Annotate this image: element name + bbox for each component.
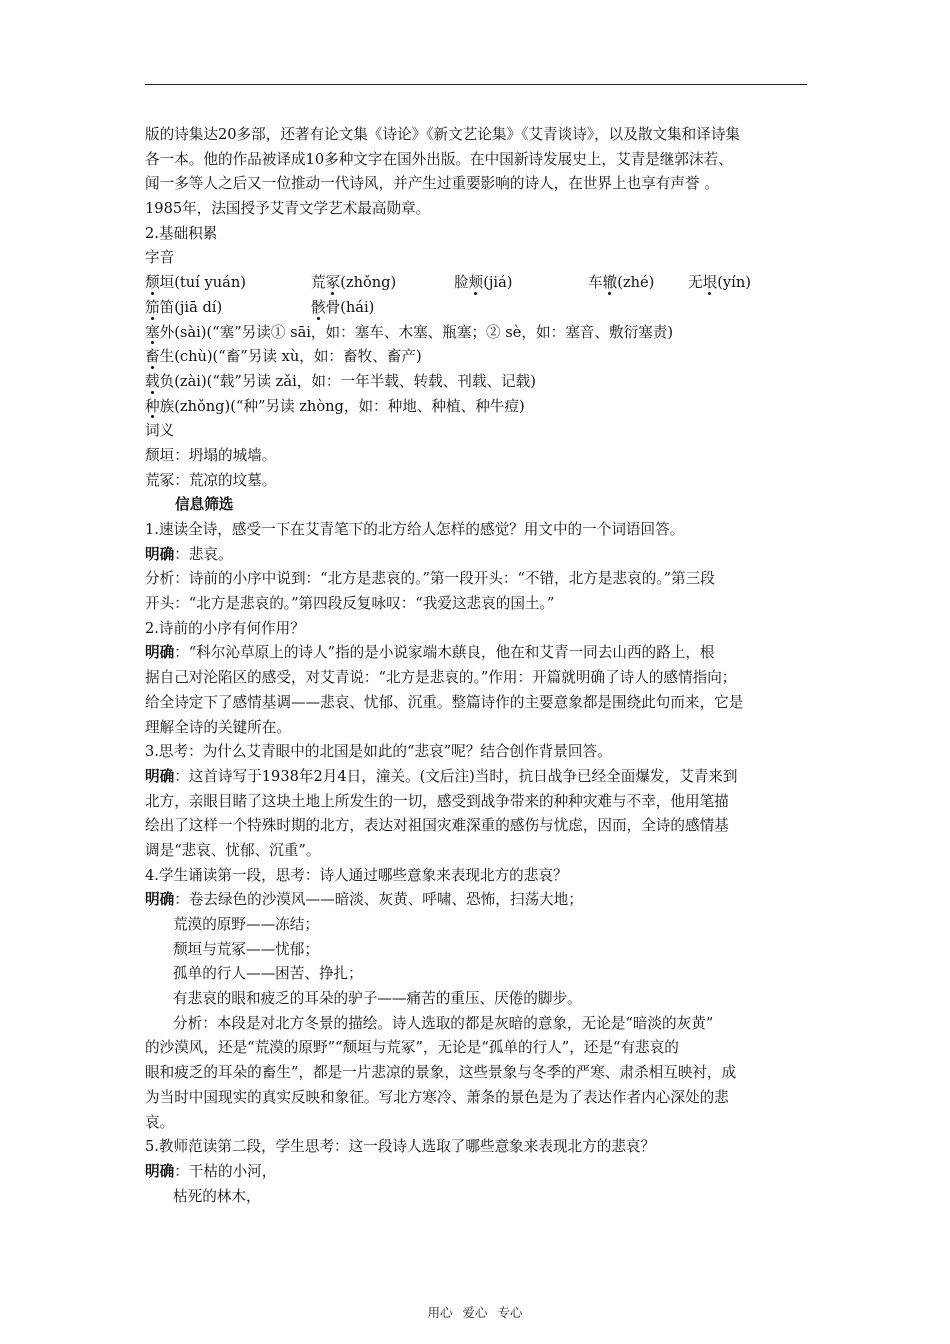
analysis-line: 为当时中国现实的真实反映和象征。写北方寒冷、萧条的景色是为了表达作者内心深处的悲 bbox=[145, 1088, 729, 1106]
image-line: 孤单的行人——困苦、挣扎； bbox=[173, 965, 363, 983]
answer-line: 绘出了这样一个特殊时期的北方，表达对祖国灾难深重的感伤与忧虑，因而，全诗的感情基 bbox=[145, 817, 729, 835]
vocab-item: 脸颊(jiá) bbox=[454, 271, 588, 296]
answer-label: 明确 bbox=[145, 1162, 175, 1180]
polyphone-line: 畜生(chù)(“畜”另读 xù，如：畜牧、畜产) bbox=[145, 345, 810, 370]
answer-line: 调是“悲哀、忧郁、沉重”。 bbox=[145, 841, 321, 859]
definition-line: 颓垣：坍塌的城墙。 bbox=[145, 446, 277, 464]
answer-line: 给全诗定下了感情基调——悲哀、忧郁、沉重。整篇诗作的主要意象都是围绕此句而来，它是 bbox=[145, 693, 744, 711]
subheading-ciyi: 词义 bbox=[145, 422, 175, 440]
paragraph-line: 版的诗集达20多部，还著有论文集《诗论》《新文艺论集》《艾青谈诗》，以及散文集和译诗集 bbox=[145, 126, 741, 143]
vocab-row bbox=[145, 271, 810, 296]
polyphone-line: 种族(zhǒng)(“种”另读 zhòng，如：种地、种植、种牛痘) bbox=[145, 395, 810, 420]
answer-label: 明确 bbox=[145, 545, 175, 563]
answer-line: 北方，亲眼目睹了这块土地上所发生的一切，感受到战争带来的种种灾难与不幸，他用笔描 bbox=[145, 792, 729, 810]
vocab-item: 颓垣(tuí yuán) bbox=[145, 271, 311, 296]
question-3: 3.思考：为什么艾青眼中的北国是如此的“悲哀”呢？结合创作背景回答。 bbox=[145, 743, 612, 761]
answer-3: 明确：这首诗写于1938年2月4日，潼关。(文后注)当时，抗日战争已经全面爆发，艾青来到 bbox=[145, 767, 738, 785]
image-line: 颓垣与荒冢——忧郁； bbox=[173, 940, 319, 958]
paragraph-line: 闻一多等人之后又一位推动一代诗风，并产生过重要影响的诗人，在世界上也享有声誉 。 bbox=[145, 175, 719, 193]
answer-label: 明确 bbox=[145, 644, 175, 662]
analysis-line: 开头：“北方是悲哀的。”第四段反复咏叹：“我爱这悲哀的国土。” bbox=[145, 595, 555, 613]
vocab-item: 骸骨(hái) bbox=[311, 296, 374, 321]
section-heading: 2.基础积累 bbox=[145, 224, 218, 242]
answer-4: 明确：卷去绿色的沙漠风——暗淡、灰黄、呼啸、恐怖，扫荡大地； bbox=[145, 891, 583, 909]
answer-label: 明确 bbox=[145, 891, 175, 909]
paragraph-line: 1985年，法国授予艾青文学艺术最高勋章。 bbox=[145, 200, 431, 218]
question-1: 1.速读全诗，感受一下在艾青笔下的北方给人怎样的感觉？用文中的一个词语回答。 bbox=[145, 521, 685, 538]
document-body bbox=[145, 123, 810, 1209]
image-line: 有悲哀的眼和疲乏的耳朵的驴子——痛苦的重压、厌倦的脚步。 bbox=[173, 990, 582, 1008]
question-2: 2.诗前的小序有何作用？ bbox=[145, 619, 305, 637]
answer-label: 明确 bbox=[145, 767, 175, 785]
vocab-item: 荒冢(zhǒng) bbox=[311, 271, 454, 296]
vocab-row bbox=[145, 296, 810, 321]
question-4: 4.学生诵读第一段，思考：诗人通过哪些意象来表现北方的悲哀？ bbox=[145, 866, 568, 884]
polyphone-line: 载负(zài)(“载”另读 zǎi，如：一年半载、转载、刊载、记载) bbox=[145, 370, 810, 395]
paragraph-line: 各一本。他的作品被译成10多种文字在国外出版。在中国新诗发展史上，艾青是继郭沫若、 bbox=[145, 150, 733, 168]
page-footer: 用心 爱心 专心 bbox=[427, 1305, 523, 1320]
vocab-item: 无垠(yín) bbox=[688, 271, 751, 296]
polyphone-line: 塞外(sài)(“塞”另读① sāi，如：塞车、木塞、瓶塞；② sè，如：塞音、敷衍塞责) bbox=[145, 321, 810, 346]
vocab-item: 笳笛(jiā dí) bbox=[145, 296, 311, 321]
image-line: 荒漠的原野——冻结； bbox=[173, 916, 319, 933]
question-5: 5.教师范读第二段，学生思考：这一段诗人选取了哪些意象来表现北方的悲哀？ bbox=[145, 1138, 656, 1156]
definition-line: 荒冢：荒凉的坟墓。 bbox=[145, 471, 277, 489]
answer-5: 明确：干枯的小河， bbox=[145, 1162, 277, 1180]
answer-2: 明确：“科尔沁草原上的诗人”指的是小说家端木蕻良，他在和艾青一同去山西的路上，根 bbox=[145, 644, 715, 662]
subheading-ziyin: 字音 bbox=[145, 249, 175, 267]
answer-line: 据自己对沦陷区的感受，对艾青说：“北方是悲哀的。”作用：开篇就明确了诗人的感情指向； bbox=[145, 669, 737, 687]
header-rule bbox=[145, 84, 807, 85]
analysis-line: 眼和疲乏的耳朵的畜生”，都是一片悲凉的景象，这些景象与冬季的严寒、肃杀相互映衬，成 bbox=[145, 1064, 737, 1082]
analysis-line: 分析：诗前的小序中说到：“北方是悲哀的。”第一段开头：“不错，北方是悲哀的。”第三段 bbox=[145, 570, 715, 588]
vocab-item: 车辙(zhé) bbox=[588, 271, 688, 296]
answer-line: 理解全诗的关键所在。 bbox=[145, 718, 291, 736]
analysis-line: 的沙漠风，还是“荒漠的原野”“颓垣与荒冢”，无论是“孤单的行人”，还是“有悲哀的 bbox=[145, 1039, 679, 1057]
analysis-line: 分析：本段是对北方冬景的描绘。诗人选取的都是灰暗的意象，无论是“暗淡的灰黄” bbox=[173, 1014, 714, 1032]
answer-1: 明确：悲哀。 bbox=[145, 545, 233, 563]
answer-line: 枯死的林木， bbox=[173, 1187, 261, 1205]
analysis-line: 哀。 bbox=[145, 1113, 175, 1131]
section-heading-info: 信息筛选 bbox=[175, 496, 234, 514]
